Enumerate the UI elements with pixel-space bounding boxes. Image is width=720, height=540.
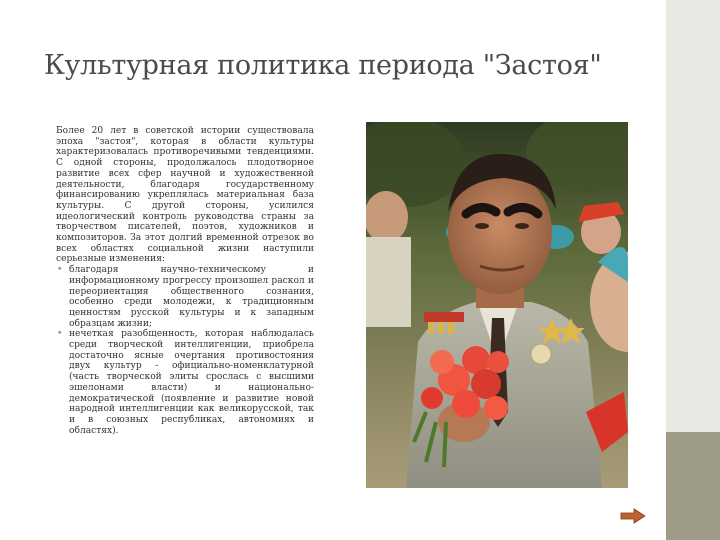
side-band-lower (666, 432, 720, 540)
portrait-photo (366, 122, 628, 488)
bullet-item (56, 265, 314, 329)
decorative-side-band (666, 0, 720, 540)
slide-body (56, 126, 314, 436)
bullet-icon: • (57, 265, 63, 276)
bullet-item (56, 329, 314, 436)
bullet-list (56, 265, 314, 436)
right-arrow-icon[interactable] (620, 508, 646, 524)
bullet-text: нечеткая разобщенность, которая наблюдалась среди творческой интеллигенции, приобрела достаточно ясные очертания противостояния двух культур - официально-номенклатурной (часть творческой элиты срослась с высшими эшелонами власти) и национально-демократической (появление и развитие новой народной интеллигенции как великорусской, так и в союзных республиках, автономиях и областях). (69, 329, 314, 436)
slide-title: Культурная политика периода "Застоя" (44, 50, 602, 81)
bullet-icon: • (57, 329, 63, 340)
bullet-text: благодаря научно-техническому и информационному прогрессу произошел раскол и переориентация общественного сознания, особенно среди молодежи, к традиционным ценностям русской культуры и к западным образцам жизни; (69, 265, 314, 329)
side-band-upper (666, 0, 720, 432)
intro-paragraph: Более 20 лет в советской истории существовала эпоха "застоя", которая в области культуры характеризовалась противоречивыми тенденциями. С одной стороны, продолжалось плодотворное развитие всех сфер научной и художественной деятельности, благодаря государственному финансированию укреплялась материальная база культуры. С другой стороны, усилился идеологический контроль руководства страны за творчеством писателей, поэтов, художников и композиторов. За этот долгий временной отрезок во всех областях социальной жизни наступили серьезные изменения: (56, 126, 314, 265)
portrait-illustration (366, 122, 628, 488)
